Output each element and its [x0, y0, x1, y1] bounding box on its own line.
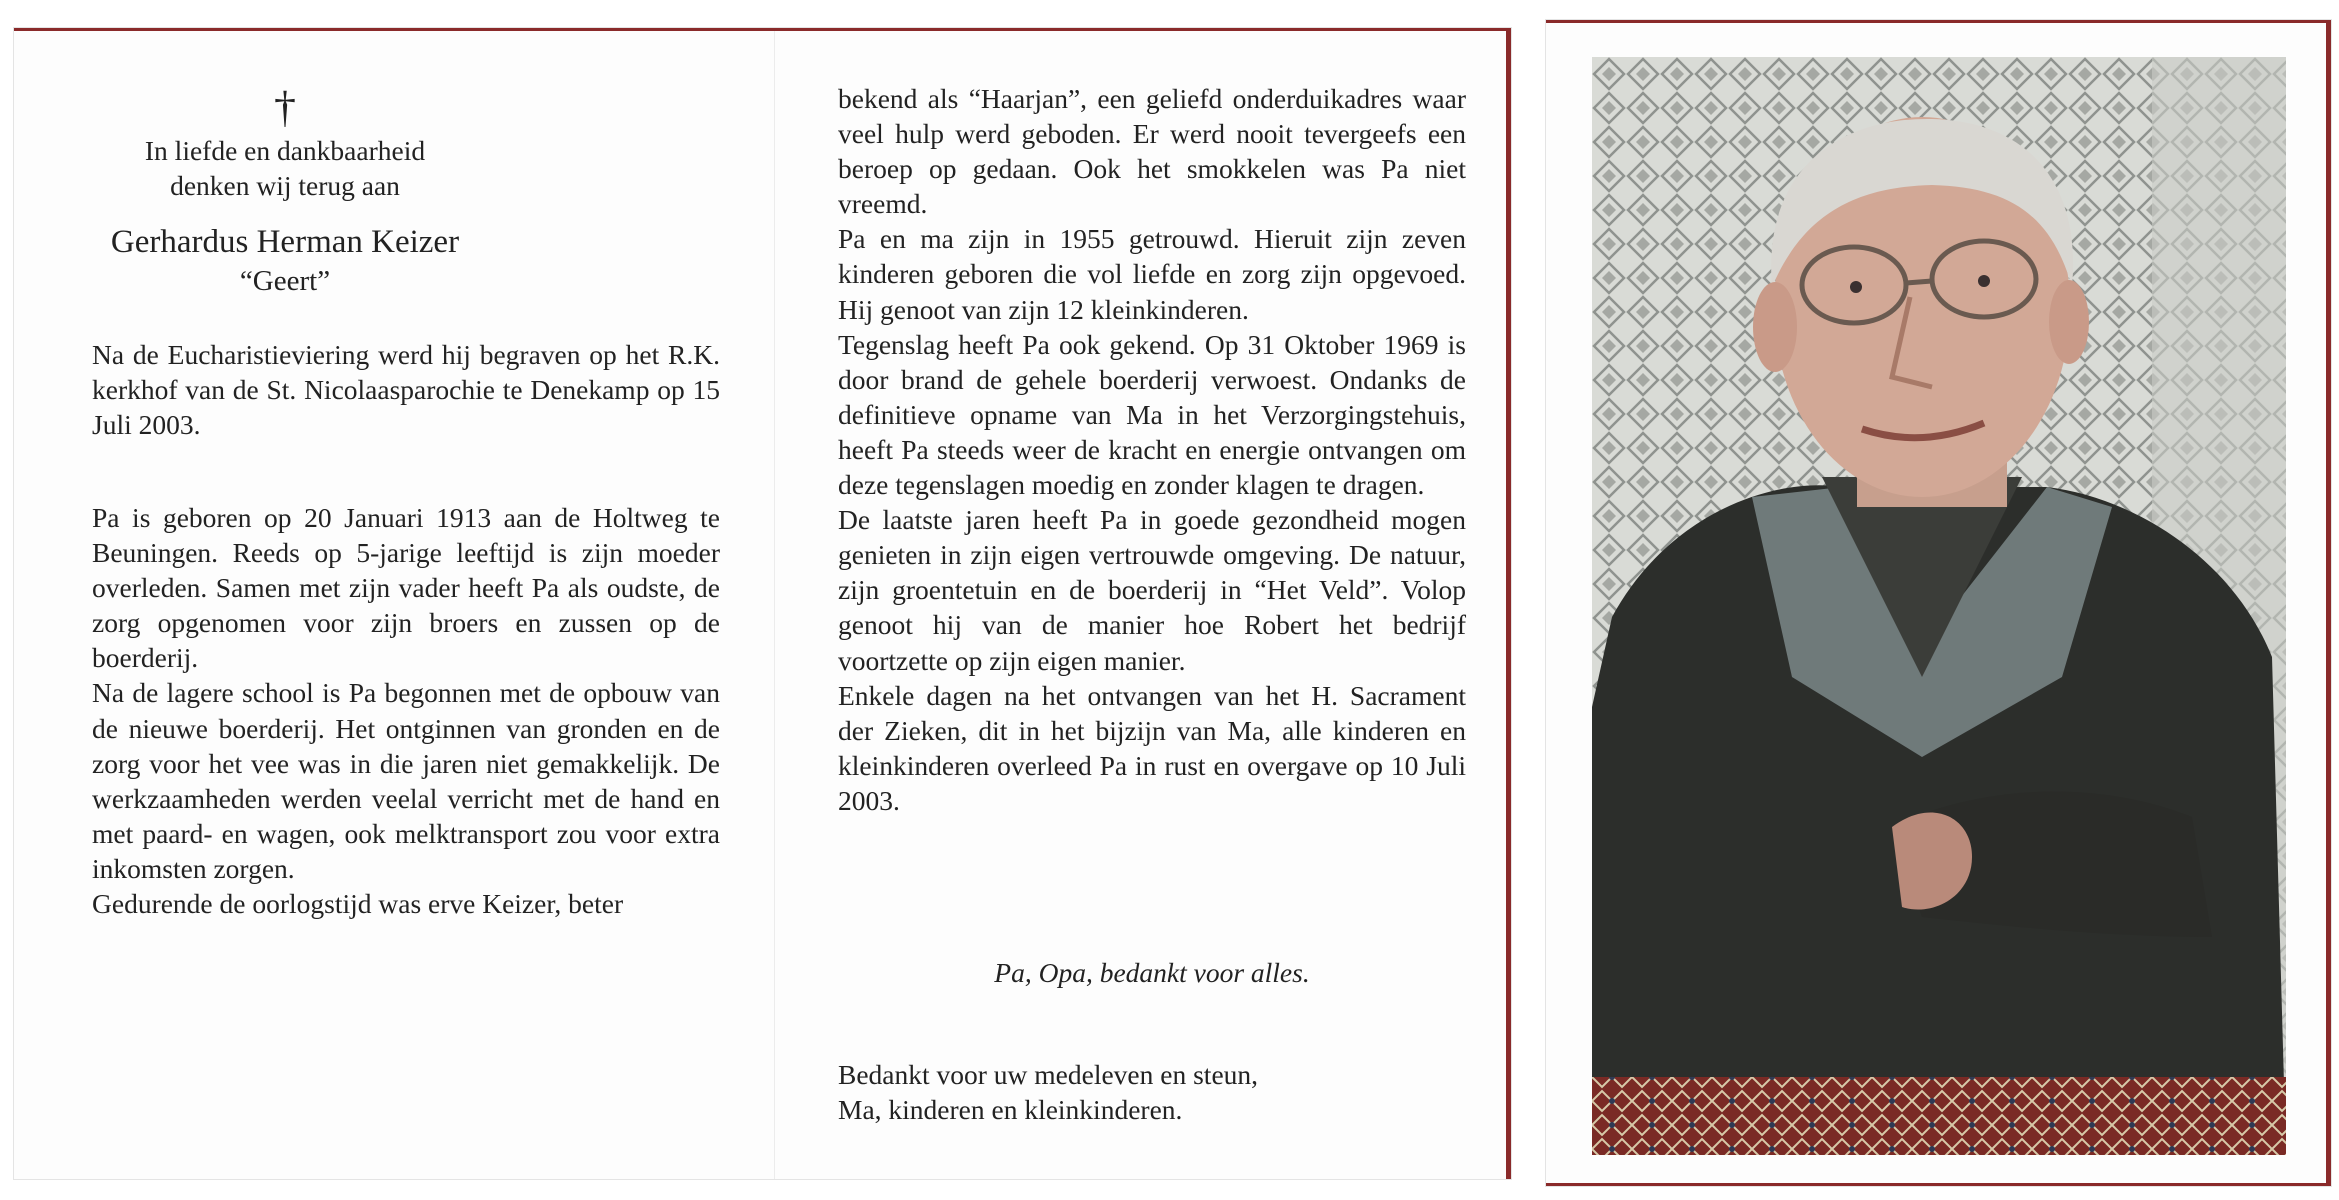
bio-paragraph: Gedurende de oorlogstijd was erve Keizer, beter: [92, 888, 624, 920]
bio-paragraph: Pa en ma zijn in 1955 getrouwd. Hieruit zijn zeven kinderen geboren die vol liefde en zorg zijn opgevoed. Hij genoot van zijn 12 kleinkinderen.: [838, 223, 1466, 325]
portrait-photo: [1592, 57, 2286, 1155]
intro-line-1: In liefde en dankbaarheid: [144, 135, 426, 166]
patterned-tablecloth: [1592, 1077, 2286, 1155]
ear: [1753, 282, 1797, 372]
memorial-card-text-spread: [14, 28, 1511, 1179]
ear: [2049, 280, 2089, 364]
portrait-illustration: [1592, 57, 2286, 1155]
bio-paragraph: bekend als “Haarjan”, een geliefd onderduikadres waar veel hulp werd geboden. Er werd nooit tevergeefs een beroep op gedaan. Ook het smokkelen was Pa niet vreemd.: [838, 83, 1466, 220]
burial-paragraph: Na de Eucharistieviering werd hij begraven op het R.K. kerkhof van de St. Nicolaasparochie te Denekamp op 15 Juli 2003.: [92, 339, 720, 441]
card-fold-line: [774, 31, 775, 1179]
bio-paragraph: De laatste jaren heeft Pa in goede gezondheid mogen genieten in zijn eigen vertrouwde omgeving. De natuur, zijn groentetuin en de boerderij in “Het Veld”. Volop genoot hij van de manier hoe Robert het bedrijf voortzette op zijn eigen manier.: [838, 504, 1466, 676]
intro-text: [92, 133, 478, 203]
memorial-card-photo-page: [1546, 20, 2331, 1186]
eye: [1978, 275, 1990, 287]
bio-paragraph: Pa is geboren op 20 Januari 1913 aan de Holtweg te Beuningen. Reeds op 5-jarige leeftijd is zijn moeder overleden. Samen met zijn vader heeft Pa als oudste, de zorg opgenomen voor zijn broers en zussen op de boerderij.: [92, 502, 720, 674]
intro-line-2: denken wij terug aan: [170, 170, 400, 202]
left-column: [92, 31, 720, 1179]
deceased-nickname: “Geert”: [239, 265, 331, 297]
closing-line-1: Bedankt voor uw medeleven en steun,: [838, 1059, 1259, 1090]
closing-line-2: Ma, kinderen en kleinkinderen.: [838, 1094, 1183, 1126]
bio-paragraph: Enkele dagen na het ontvangen van het H. Sacrament der Zieken, dit in het bijzijn van Ma, alle kinderen en kleinkinderen overleed Pa in rust en overgave op 10 Juli 2003.: [838, 679, 1466, 816]
biography-part-1: [92, 500, 720, 921]
right-column: [838, 31, 1466, 1179]
thanks-italic: Pa, Opa, bedankt voor alles.: [994, 957, 1310, 988]
biography-part-2: [838, 81, 1466, 818]
bio-paragraph: Tegenslag heeft Pa ook gekend. Op 31 Oktober 1969 is door brand de gehele boerderij verwoest. Ondanks de definitieve opname van Ma in het Verzorgingstehuis, heeft Pa steeds weer de kracht en energie ontvangen om deze tegenslagen moedig en zonder klagen te dragen.: [838, 328, 1466, 501]
bio-paragraph: Na de lagere school is Pa begonnen met de opbouw van de nieuwe boerderij. Het ontginnen van gronden en de zorg voor het vee was in die jaren niet gemakkelijk. De werkzaamheden werden veelal verricht met de hand en met paard- en wagen, ook melktransport zou voor extra inkomsten zorgen.: [92, 677, 720, 884]
deceased-name: Gerhardus Herman Keizer: [110, 224, 460, 260]
eye: [1850, 281, 1862, 293]
cross-icon: †: [274, 83, 296, 132]
closing-text: [838, 1057, 1466, 1127]
